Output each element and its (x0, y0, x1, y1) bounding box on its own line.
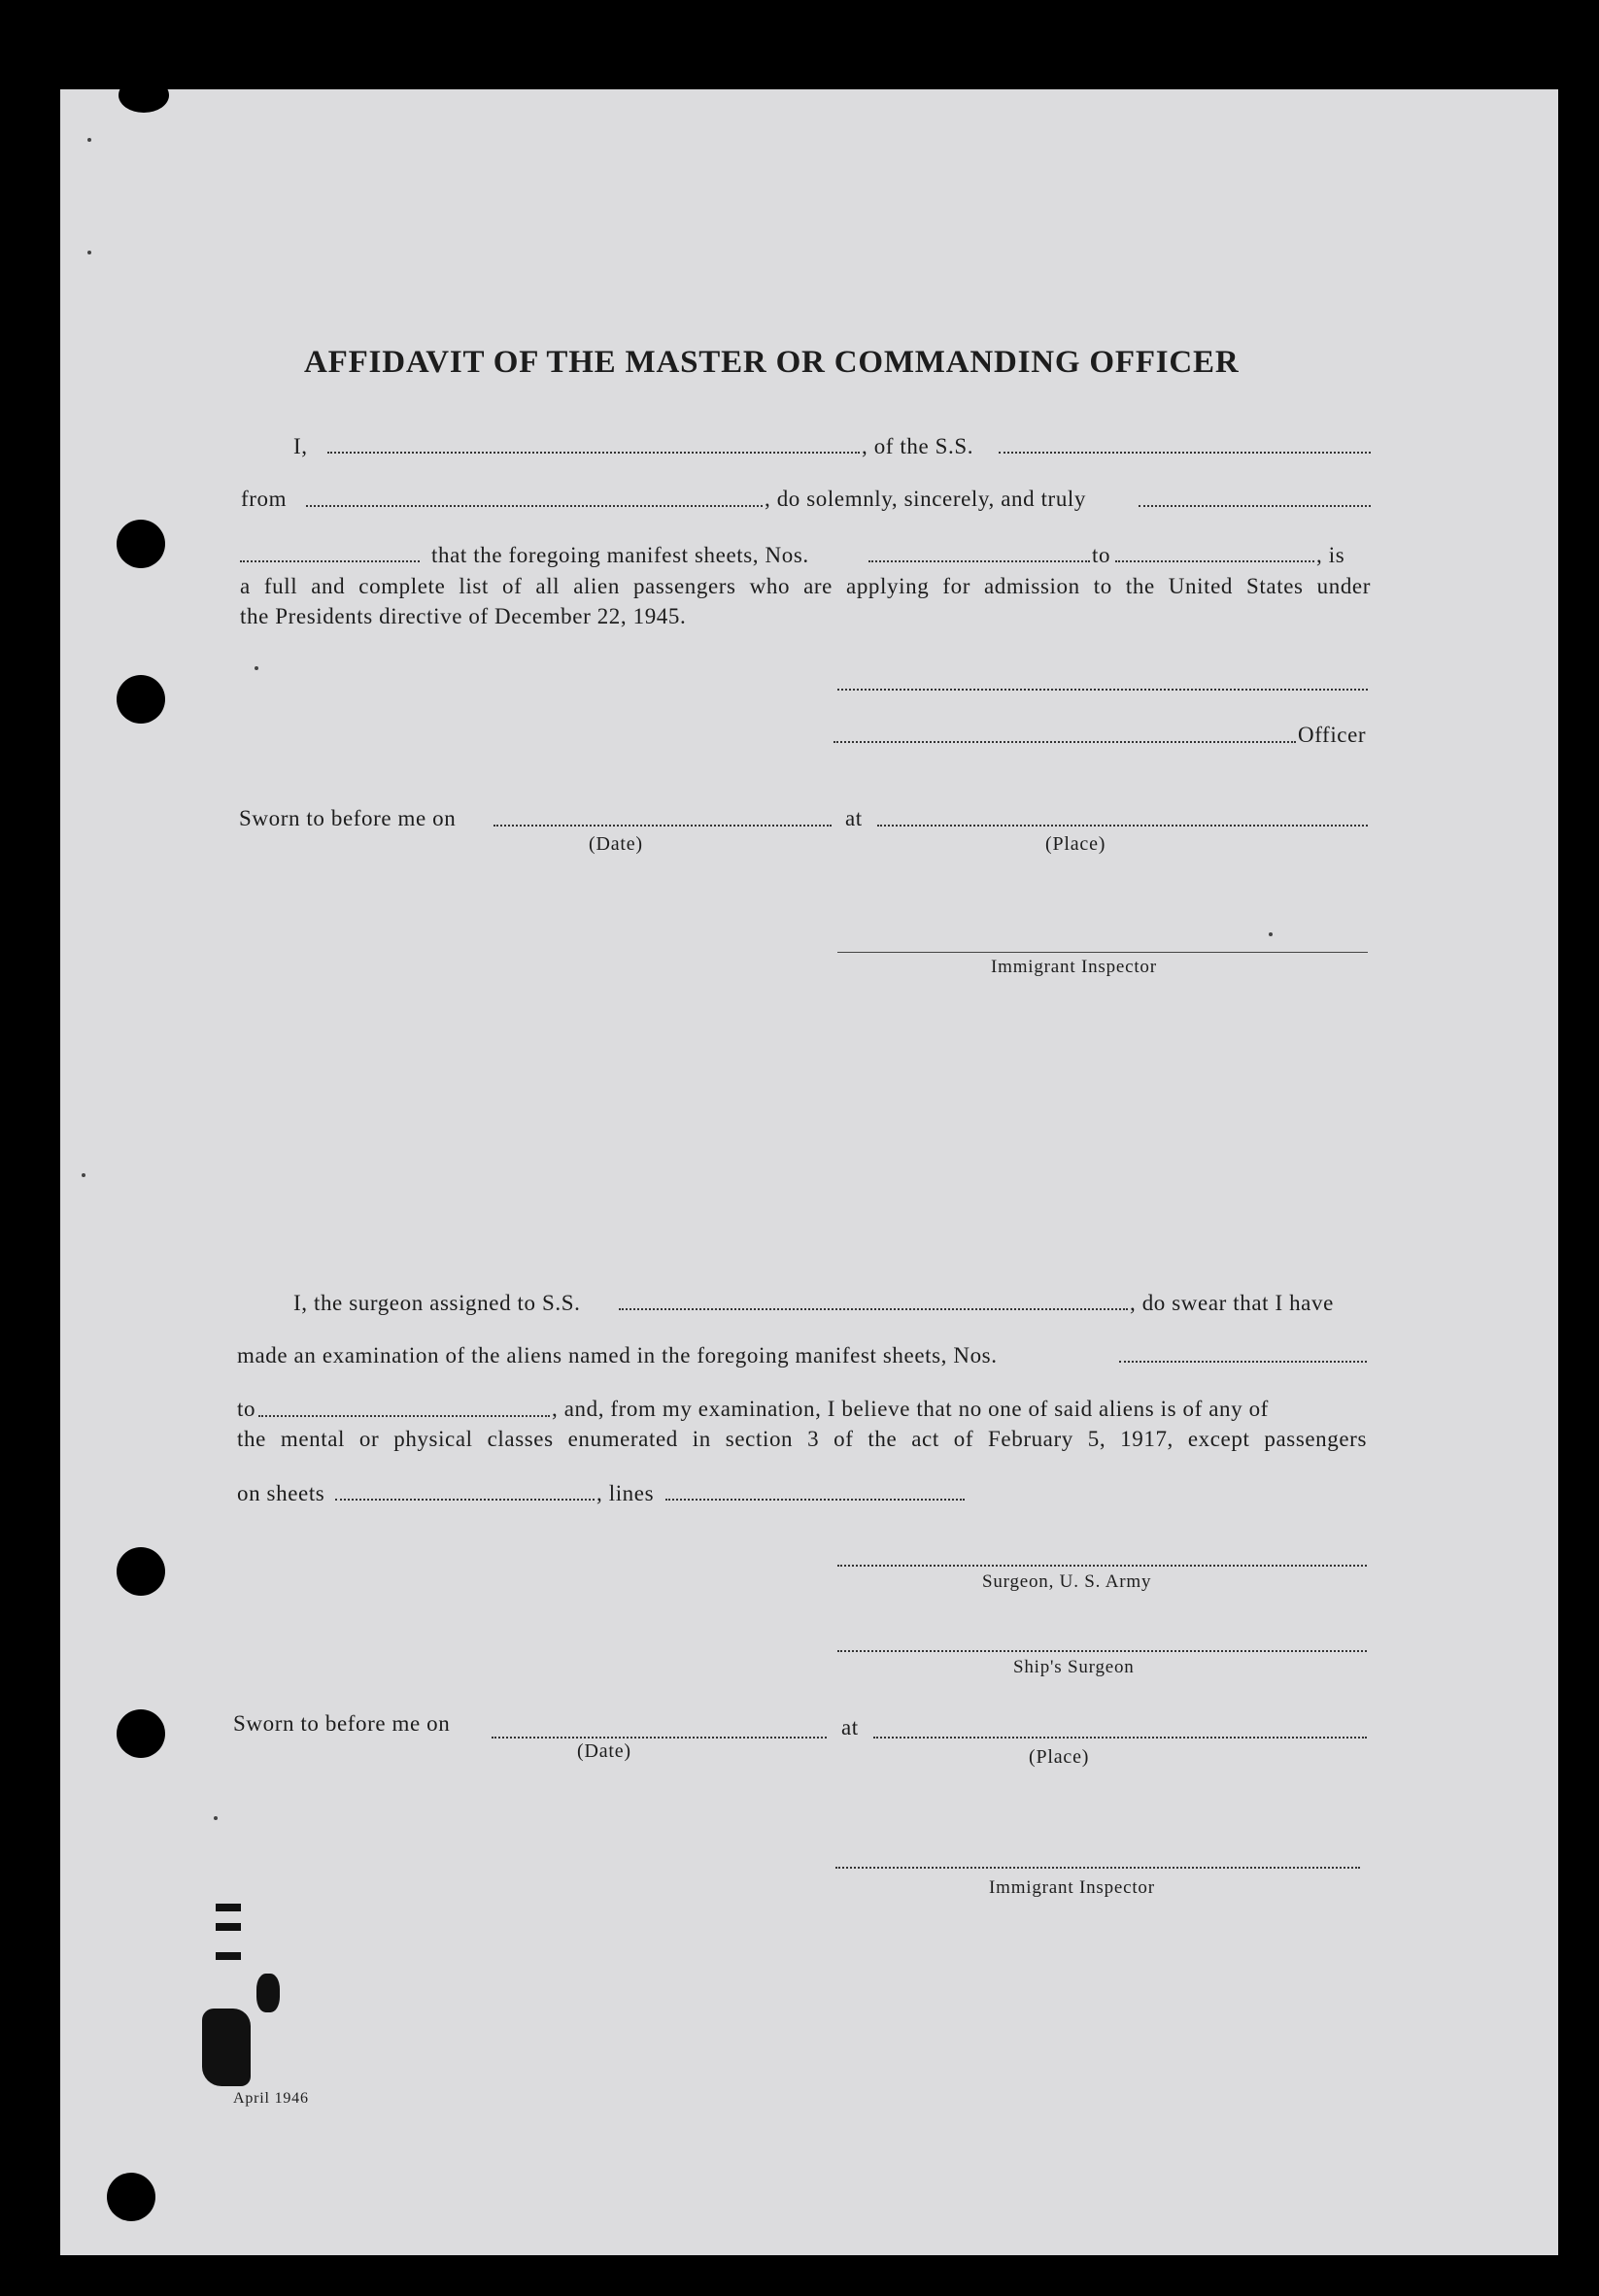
master-inspector-caption: Immigrant Inspector (991, 957, 1157, 977)
stamp-mark (256, 1974, 280, 2012)
port-from-field[interactable] (306, 505, 763, 507)
surgeon-sworn-date-field[interactable] (492, 1737, 827, 1739)
surgeon-place-caption: (Place) (1029, 1746, 1090, 1768)
oath-word-field[interactable] (1139, 505, 1371, 507)
page-title: AFFIDAVIT OF THE MASTER OR COMMANDING OFFICER (304, 345, 1240, 380)
surgeon-to-text: to (237, 1397, 256, 1421)
surgeon-at-text: at (841, 1715, 859, 1739)
master-sworn-text: Sworn to before me on (239, 806, 457, 830)
scan-speck (82, 1173, 85, 1177)
stamp-mark (216, 1952, 241, 1960)
surgeon-sheets-from-field[interactable] (1119, 1361, 1367, 1363)
surgeon-ship-field[interactable] (619, 1308, 1128, 1310)
master-inspector-signature-line[interactable] (837, 952, 1368, 953)
master-i: I, (293, 434, 308, 458)
master-name-field[interactable] (327, 452, 860, 454)
punch-hole (117, 520, 165, 568)
manifest-sheets-text: that the foregoing manifest sheets, Nos. (431, 543, 809, 567)
ship-name-field[interactable] (999, 452, 1371, 454)
master-line-4: a full and complete list of all alien passengers who are applying for admission to the United States under (240, 574, 1371, 598)
surgeon-lines-field[interactable] (665, 1499, 965, 1501)
master-line-5: the Presidents directive of December 22, 1945. (240, 604, 687, 628)
punch-hole (119, 78, 169, 113)
surgeon-on-sheets: on sheets (237, 1481, 325, 1505)
scan-speck (87, 138, 91, 142)
surgeon-inspector-signature-field[interactable] (835, 1867, 1360, 1869)
form-date: April 1946 (233, 2090, 309, 2107)
scan-speck (1269, 932, 1273, 936)
surgeon-date-caption: (Date) (577, 1740, 631, 1762)
ship-surgeon-caption: Ship's Surgeon (1013, 1657, 1135, 1677)
punch-hole (117, 1709, 165, 1758)
sheet-from-field[interactable] (868, 560, 1090, 562)
surgeon-sworn-place-field[interactable] (873, 1737, 1367, 1739)
army-surgeon-signature-field[interactable] (837, 1565, 1367, 1567)
punch-hole (117, 1547, 165, 1596)
oath-word-field-2[interactable] (240, 560, 420, 562)
surgeon-line-3: , and, from my examination, I believe that no one of said aliens is of any of (552, 1397, 1269, 1421)
master-paragraph (240, 571, 1371, 631)
officer-signature-field[interactable] (837, 689, 1368, 691)
punch-hole (107, 2173, 155, 2221)
surgeon-on-sheets-field[interactable] (335, 1499, 595, 1501)
surgeon-sheets-to-field[interactable] (258, 1415, 550, 1417)
surgeon-line-1: I, the surgeon assigned to S.S. (293, 1291, 581, 1315)
master-from: from (241, 487, 288, 511)
surgeon-line-2: made an examination of the aliens named in the foregoing manifest sheets, Nos. (237, 1343, 998, 1367)
punch-hole (117, 675, 165, 724)
master-date-caption: (Date) (589, 833, 643, 855)
surgeon-sworn-text: Sworn to before me on (233, 1711, 451, 1736)
surgeon-lines-text: , lines (596, 1481, 655, 1505)
scan-speck (87, 251, 91, 254)
officer-label: Officer (1298, 723, 1367, 747)
stamp-mark (216, 1904, 241, 1911)
army-surgeon-caption: Surgeon, U. S. Army (982, 1571, 1152, 1592)
master-swear-text: , do solemnly, sincerely, and truly (765, 487, 1087, 511)
sheet-to-field[interactable] (1115, 560, 1314, 562)
surgeon-line-1-end: , do swear that I have (1130, 1291, 1334, 1315)
master-at-text: at (845, 806, 863, 830)
surgeon-inspector-caption: Immigrant Inspector (989, 1877, 1155, 1898)
stamp-mark (216, 1923, 241, 1931)
scan-speck (255, 666, 258, 670)
officer-name-field[interactable] (834, 741, 1296, 743)
ship-surgeon-signature-field[interactable] (837, 1650, 1367, 1652)
master-sworn-date-field[interactable] (493, 825, 832, 827)
form-sheet (60, 89, 1558, 2255)
scan-speck (214, 1816, 218, 1820)
master-place-caption: (Place) (1045, 833, 1106, 855)
master-sworn-place-field[interactable] (877, 825, 1368, 827)
is-text: , is (1316, 543, 1345, 567)
stamp-mark (202, 2009, 251, 2086)
surgeon-line-4: the mental or physical classes enumerated in section 3 of the act of February 5, 1917, except passengers (237, 1427, 1367, 1451)
sheets-to-text: to (1092, 543, 1111, 567)
master-of-ss: , of the S.S. (862, 434, 974, 458)
